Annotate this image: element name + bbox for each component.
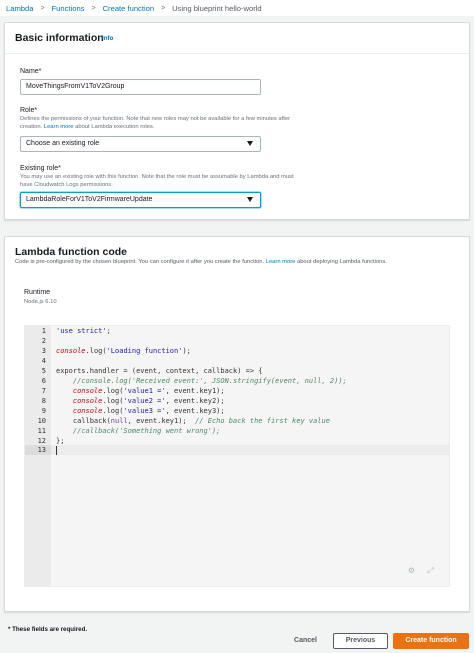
role-description-text: about Lambda execution roles. <box>73 123 155 130</box>
existing-role-select[interactable] <box>20 192 261 208</box>
code-line <box>56 347 191 355</box>
breadcrumb-functions[interactable]: Functions <box>51 3 85 13</box>
line-number: 1 <box>41 327 46 335</box>
code-token: .log( <box>102 387 124 395</box>
line-number: 4 <box>41 357 46 365</box>
code-token: ); <box>182 347 191 355</box>
code-token: 'value1 =' <box>123 387 166 395</box>
code-line <box>56 397 225 405</box>
line-number: 12 <box>37 437 46 445</box>
caret-down-icon <box>247 197 253 202</box>
role-description-line2 <box>20 124 340 132</box>
code-token <box>56 387 73 395</box>
learn-more-roles-link[interactable]: Learn more <box>43 123 74 130</box>
code-line <box>56 407 225 415</box>
fullscreen-icon[interactable]: ⤢ <box>427 566 434 575</box>
breadcrumb-separator-icon: > <box>40 4 45 12</box>
active-line-highlight <box>51 445 450 455</box>
text-cursor <box>56 446 57 455</box>
code-token <box>56 407 73 415</box>
role-description-text: creation. <box>20 123 44 130</box>
existing-role-label: Existing role* <box>20 165 61 172</box>
code-token: 'value3 =' <box>123 407 166 415</box>
code-token: .log( <box>85 347 107 355</box>
role-select-value: Choose an existing role <box>26 140 100 147</box>
code-token: console <box>72 387 103 395</box>
learn-more-deploy-link[interactable]: Learn more <box>265 259 296 265</box>
code-line: 'use strict'; <box>56 327 111 335</box>
code-token: null <box>110 417 128 425</box>
cancel-button[interactable]: Cancel <box>294 637 317 644</box>
line-number: 8 <box>41 397 46 405</box>
code-editor[interactable] <box>24 325 450 587</box>
code-line: //console.log('Received event:', JSON.stringify(event, null, 2)); <box>56 377 347 385</box>
code-token: , event.key3); <box>165 407 225 415</box>
breadcrumb-current: Using blueprint hello-world <box>172 3 262 13</box>
basic-information-panel <box>4 22 470 220</box>
editor-gutter <box>25 326 51 586</box>
role-description <box>20 116 340 131</box>
code-line <box>56 387 225 395</box>
code-token: callback( <box>56 417 111 425</box>
runtime-label: Runtime <box>24 289 51 296</box>
code-line: exports.handler = (event, context, callback) => { <box>56 367 263 375</box>
code-subtitle-text: about deploying Lambda functions. <box>295 259 387 265</box>
code-token: 'value2 =' <box>123 397 166 405</box>
line-number: 10 <box>37 417 46 425</box>
line-number: 13 <box>37 446 46 454</box>
line-number: 9 <box>41 407 46 415</box>
breadcrumb <box>0 0 474 16</box>
code-line: }; <box>56 437 65 445</box>
code-panel-subtitle <box>15 259 387 265</box>
code-line <box>56 417 330 425</box>
breadcrumb-create-function[interactable]: Create function <box>102 3 155 13</box>
code-token: , event.key1); <box>127 417 196 425</box>
breadcrumb-separator-icon: > <box>161 4 166 12</box>
code-token: console <box>56 347 86 355</box>
code-token: 'Loading function' <box>106 347 183 355</box>
code-token <box>56 397 73 405</box>
function-code-panel <box>4 236 470 612</box>
name-label: Name* <box>20 68 42 75</box>
settings-icon[interactable]: ⚙ <box>407 566 416 575</box>
existing-role-select-value: LambdaRoleForV1ToV2FirmwareUpdate <box>26 196 153 203</box>
code-token: console <box>72 397 103 405</box>
line-number: 2 <box>41 337 46 345</box>
code-token: .log( <box>102 397 124 405</box>
line-number: 7 <box>41 387 46 395</box>
existing-role-description <box>20 174 340 189</box>
existing-role-description-line2: have Cloudwatch Logs permissions. <box>20 181 113 188</box>
code-line: //callback('Something went wrong'); <box>56 427 221 435</box>
line-number: 6 <box>41 377 46 385</box>
previous-button[interactable]: Previous <box>333 633 388 649</box>
line-number: 5 <box>41 367 46 375</box>
code-token: , event.key1); <box>165 387 225 395</box>
code-subtitle-text: Code is pre-configured by the chosen blueprint. You can configure it after you create the function. <box>15 259 266 265</box>
role-description-line1: Defines the permissions of your function. Note that new roles may not be available for a few minutes after <box>20 116 291 122</box>
info-link[interactable]: Info <box>102 35 114 42</box>
panel-title: Basic information <box>15 32 104 44</box>
runtime-value: Node.js 6.10 <box>24 299 57 305</box>
panel-title: Lambda function code <box>15 246 128 258</box>
role-select[interactable] <box>20 136 261 152</box>
code-token: console <box>72 407 103 415</box>
role-label: Role* <box>20 107 38 114</box>
panel-header <box>5 23 469 54</box>
existing-role-description-line1: You may use an existing role with this function. Note that the role must be assumable by Lambda and must <box>20 174 294 180</box>
code-token: .log( <box>102 407 124 415</box>
breadcrumb-lambda[interactable]: Lambda <box>6 3 34 13</box>
name-input[interactable]: MoveThingsFromV1ToV2Group <box>20 79 261 95</box>
breadcrumb-separator-icon: > <box>91 4 96 12</box>
create-function-button[interactable]: Create function <box>393 633 469 649</box>
caret-down-icon <box>247 141 253 146</box>
line-number: 11 <box>37 427 46 435</box>
line-number: 3 <box>41 347 46 355</box>
code-token: , event.key2); <box>165 397 225 405</box>
code-token: // Echo back the first key value <box>195 417 330 425</box>
required-fields-note: * These fields are required. <box>8 626 88 633</box>
